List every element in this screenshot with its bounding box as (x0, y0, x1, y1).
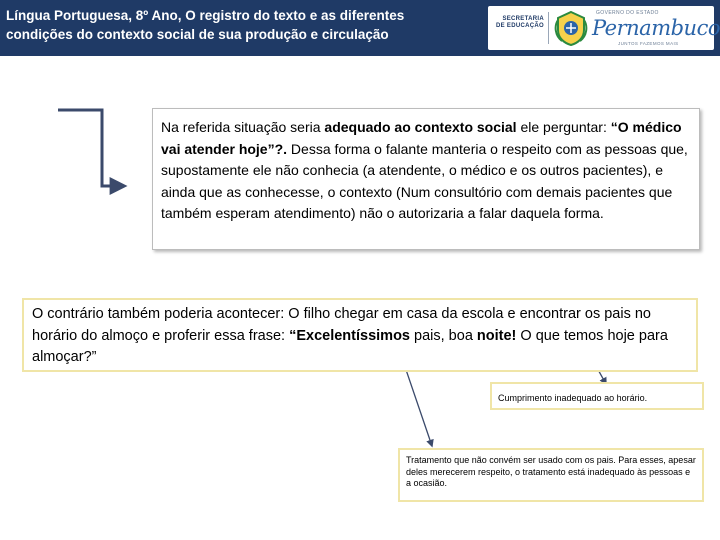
slide-title-line-1: Língua Portuguesa, 8º Ano, O registro do texto e as diferentes (6, 8, 405, 23)
explanation-bold-1: adequado ao contexto social (324, 119, 517, 135)
treatment-note-box (398, 448, 704, 502)
treatment-note-text: Tratamento que não convém ser usado com os pais. Para esses, apesar deles merecerem respeito, o tratamento está inadequado às pessoas e a ocasião. (406, 455, 696, 488)
state-logo-top-text: GOVERNO DO ESTADO (596, 10, 659, 16)
greeting-note-box (490, 382, 704, 410)
elbow-arrow-icon (58, 110, 124, 186)
counter-bold-2: noite! (476, 327, 517, 344)
greeting-note-text: Cumprimento inadequado ao horário. (498, 393, 648, 403)
state-logo-slogan: JUNTOS FAZEMOS MAIS (618, 41, 679, 46)
explanation-text-2: ele perguntar: (516, 119, 611, 135)
counter-text-3: O que temos hoje para almoçar?” (32, 327, 668, 365)
counter-text-2: pais, boa (410, 327, 477, 344)
counter-text-1: O contrário também poderia acontecer: O filho chegar em casa da escola e encontrar os pais no horário do almoço e proferir essa frase: (32, 306, 651, 344)
counter-bold-1: “Excelentíssimos (289, 327, 410, 344)
explanation-bold-2: “O médico vai atender hoje”?. (161, 119, 682, 157)
counter-example-box (22, 298, 698, 372)
state-logo-name: Pernambuco (592, 16, 720, 40)
explanation-box (152, 108, 700, 250)
secretaria-line-2: DE EDUCAÇÃO (496, 23, 544, 29)
explanation-text-3: Dessa forma o falante manteria o respeito com as pessoas que, supostamente ele não conhecia (a atendente, o médico e os outros pacientes), e ainda que as conhecesse, o contexto (Num consultório com demais pacientes que também esperam atendimento) não o autorizaria a falar daquela forma. (161, 140, 688, 221)
slide-title-line-2: condições do contexto social de sua produção e circulação (6, 27, 389, 42)
explanation-text-1: Na referida situação seria (161, 119, 325, 135)
secretaria-line-1: SECRETARIA (502, 16, 544, 22)
